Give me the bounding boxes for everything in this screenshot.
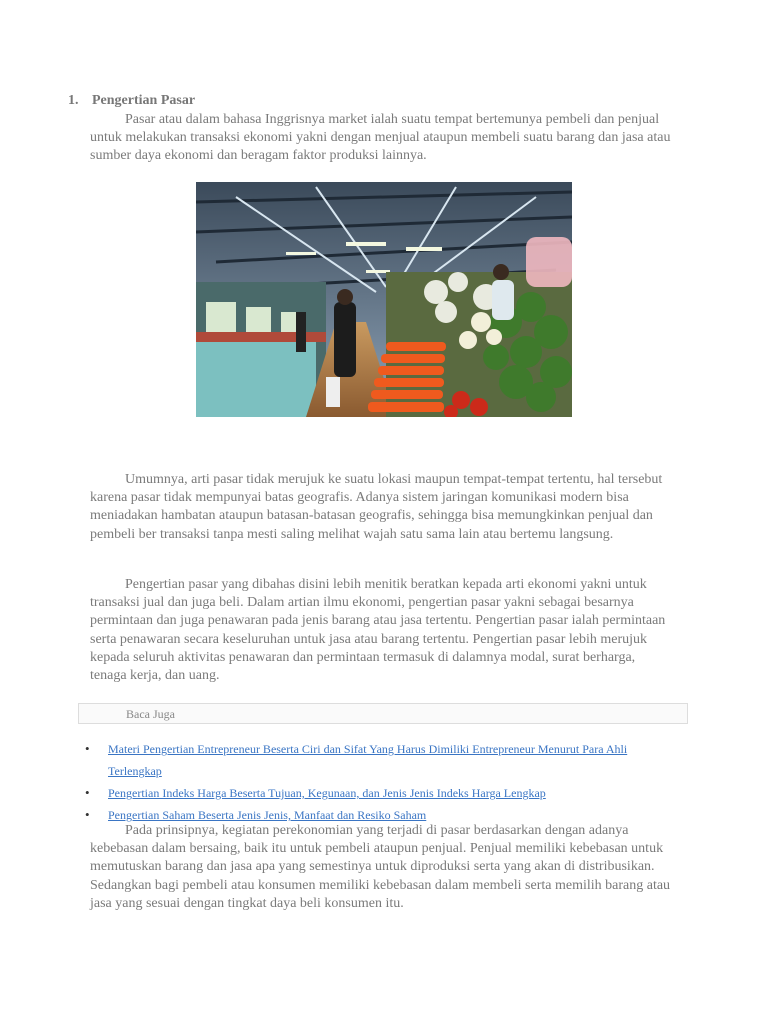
market-photo (196, 182, 572, 417)
paragraph-3 (90, 576, 674, 685)
related-link-2[interactable]: Pengertian Indeks Harga Beserta Tujuan, Kegunaan, dan Jenis Jenis Indeks Harga Lengkap (108, 786, 546, 800)
section-title: Pengertian Pasar (92, 93, 196, 108)
intro-paragraph (90, 111, 674, 166)
paragraph-4-text: Pada prinsipnya, kegiatan perekonomian yang terjadi di pasar berdasarkan dengan adanya kebebasan dalam bersaing, baik itu untuk pembeli ataupun penjual. Penjual memiliki kebebasan untuk memutuskan barang dan jasa apa yang semestinya untuk diproduksi serta yang akan di distribusikan. Sedangkan bagi pembeli atau konsumen memiliki kebebasan dalam membeli serta memilih barang atau jasa yang sesuai dengan tingkat daya beli konsumen itu. (90, 823, 671, 911)
related-links-list (82, 738, 682, 826)
list-item (82, 738, 682, 782)
baca-juga-box (78, 703, 688, 724)
list-item (82, 782, 682, 804)
related-link-1[interactable]: Materi Pengertian Entrepreneur Beserta Ciri dan Sifat Yang Harus Dimiliki Entrepreneur Menurut Para Ahli Terlengkap (108, 742, 628, 778)
paragraph-2 (90, 471, 674, 544)
paragraph-2-text: Umumnya, arti pasar tidak merujuk ke suatu lokasi maupun tempat-tempat tertentu, hal tersebut karena pasar tidak mempunyai batas geografis. Adanya sistem jaringan komunikasi modern bisa meniadakan hambatan ataupun batasan-batasan geografis, sehingga bisa memungkinkan penjual dan pembeli ber transaksi tanpa mesti saling melihat wajah satu sama lain atau bertemu langsung. (90, 472, 663, 542)
bullet-icon: • (85, 741, 90, 756)
intro-text: Pasar atau dalam bahasa Inggrisnya market ialah suatu tempat bertemunya pembeli dan penjual untuk melakukan transaksi ekonomi yakni dengan menjual ataupun membeli suatu barang dan jasa atau sumber daya ekonomi dan beragam faktor produksi lainnya. (90, 112, 671, 164)
baca-juga-label: Baca Juga (126, 707, 175, 721)
paragraph-3-text: Pengertian pasar yang dibahas disini lebih menitik beratkan kepada arti ekonomi yakni untuk transaksi jual dan juga beli. Dalam artian ilmu ekonomi, pengertian pasar yakni sebagai besarnya permintaan dan juga penawaran pada jenis barang atau jasa tertentu. Pengertian pasar ialah permintaan serta penawaran secara keseluruhan untuk jasa atau barang tertentu. Pengertian pasar lebih merujuk kepada seluruh aktivitas penawaran dan permintaan termasuk di dalamnya modal, surat berharga, tenaga kerja, dan uang. (90, 577, 666, 684)
bullet-icon: • (85, 785, 90, 800)
related-link-3[interactable]: Pengertian Saham Beserta Jenis Jenis, Manfaat dan Resiko Saham (108, 808, 427, 822)
bullet-icon: • (85, 807, 90, 822)
section-heading (68, 93, 195, 109)
section-number: 1. (68, 93, 79, 108)
paragraph-4 (90, 822, 674, 913)
